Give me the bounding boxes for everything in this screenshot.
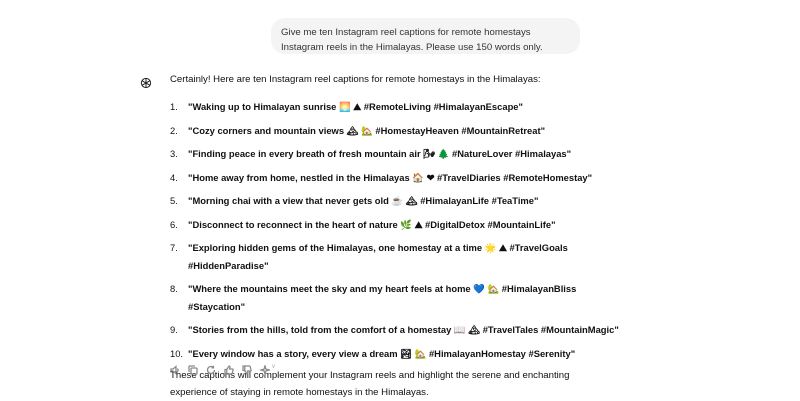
caption-text: "Finding peace in every breath of fresh mountain air 🌬 🌲 #NatureLover #Himalayas" bbox=[188, 148, 572, 159]
list-item bbox=[170, 122, 620, 140]
caption-text: "Disconnect to reconnect in the heart of nature 🌿 ⛰ #DigitalDetox #MountainLife" bbox=[188, 218, 556, 230]
regenerate-icon[interactable] bbox=[206, 362, 216, 372]
caption-list bbox=[170, 98, 620, 362]
caption-text: "Waking up to Himalayan sunrise 🌅 ⛰ #RemoteLiving #HimalayanEscape" bbox=[188, 101, 523, 112]
thumbs-down-icon[interactable] bbox=[242, 362, 252, 372]
list-number: 10. bbox=[170, 347, 184, 359]
assistant-message bbox=[170, 72, 620, 401]
speaker-icon[interactable] bbox=[170, 362, 180, 372]
list-number: 6. bbox=[170, 218, 178, 230]
list-number: 3. bbox=[170, 148, 178, 159]
assistant-outro: These captions will complement your Instagram reels and highlight the serene and enchanting experience of staying in remote homestays in the Himalayas. bbox=[170, 370, 570, 398]
caption-text: "Exploring hidden gems of the Himalayas, one homestay at a time 🌟 ⛰ #TravelGoals #HiddenParadise" bbox=[188, 242, 568, 271]
list-number: 5. bbox=[170, 195, 178, 206]
list-number: 7. bbox=[170, 242, 178, 253]
message-actions-bar bbox=[170, 361, 275, 373]
assistant-logo-icon bbox=[140, 76, 152, 88]
list-item bbox=[170, 321, 620, 339]
caption-text: "Cozy corners and mountain views 🏔 🏡 #HomestayHeaven #MountainRetreat" bbox=[188, 124, 546, 136]
user-message-text: Give me ten Instagram reel captions for remote homestays Instagram reels in the Himalayas. Please use 150 words only. bbox=[281, 27, 543, 53]
caption-text: "Stories from the hills, told from the comfort of a homestay 📖 🏔 #TravelTales #MountainMagic" bbox=[188, 324, 619, 335]
copy-icon[interactable] bbox=[188, 362, 198, 372]
caption-text: "Morning chai with a view that never gets old ☕ 🏔 #HimalayanLife #TeaTime" bbox=[188, 195, 539, 206]
list-item bbox=[170, 280, 620, 315]
caption-text: "Where the mountains meet the sky and my heart feels at home 💙 🏡 #HimalayanBliss #Staycation" bbox=[188, 283, 577, 312]
caption-text: "Home away from home, nestled in the Himalayas 🏠 ❤ #TravelDiaries #RemoteHomestay" bbox=[188, 171, 593, 183]
list-number: 2. bbox=[170, 124, 178, 136]
model-version-label[interactable]: v bbox=[272, 364, 275, 370]
list-item bbox=[170, 216, 620, 234]
list-number: 9. bbox=[170, 324, 178, 335]
list-number: 4. bbox=[170, 171, 178, 183]
list-item bbox=[170, 169, 620, 187]
user-message-bubble bbox=[271, 18, 580, 54]
list-number: 1. bbox=[170, 101, 178, 112]
list-item bbox=[170, 345, 620, 363]
assistant-intro: Certainly! Here are ten Instagram reel captions for remote homestays in the Himalayas: bbox=[170, 74, 541, 85]
list-item bbox=[170, 239, 620, 274]
list-item bbox=[170, 145, 620, 163]
thumbs-up-icon[interactable] bbox=[224, 362, 234, 372]
caption-text: "Every window has a story, every view a dream 🏞 🏡 #HimalayanHomestay #Serenity" bbox=[188, 347, 576, 359]
list-number: 8. bbox=[170, 283, 178, 294]
list-item bbox=[170, 98, 620, 116]
sparkle-icon[interactable] bbox=[260, 362, 270, 372]
list-item bbox=[170, 192, 620, 210]
